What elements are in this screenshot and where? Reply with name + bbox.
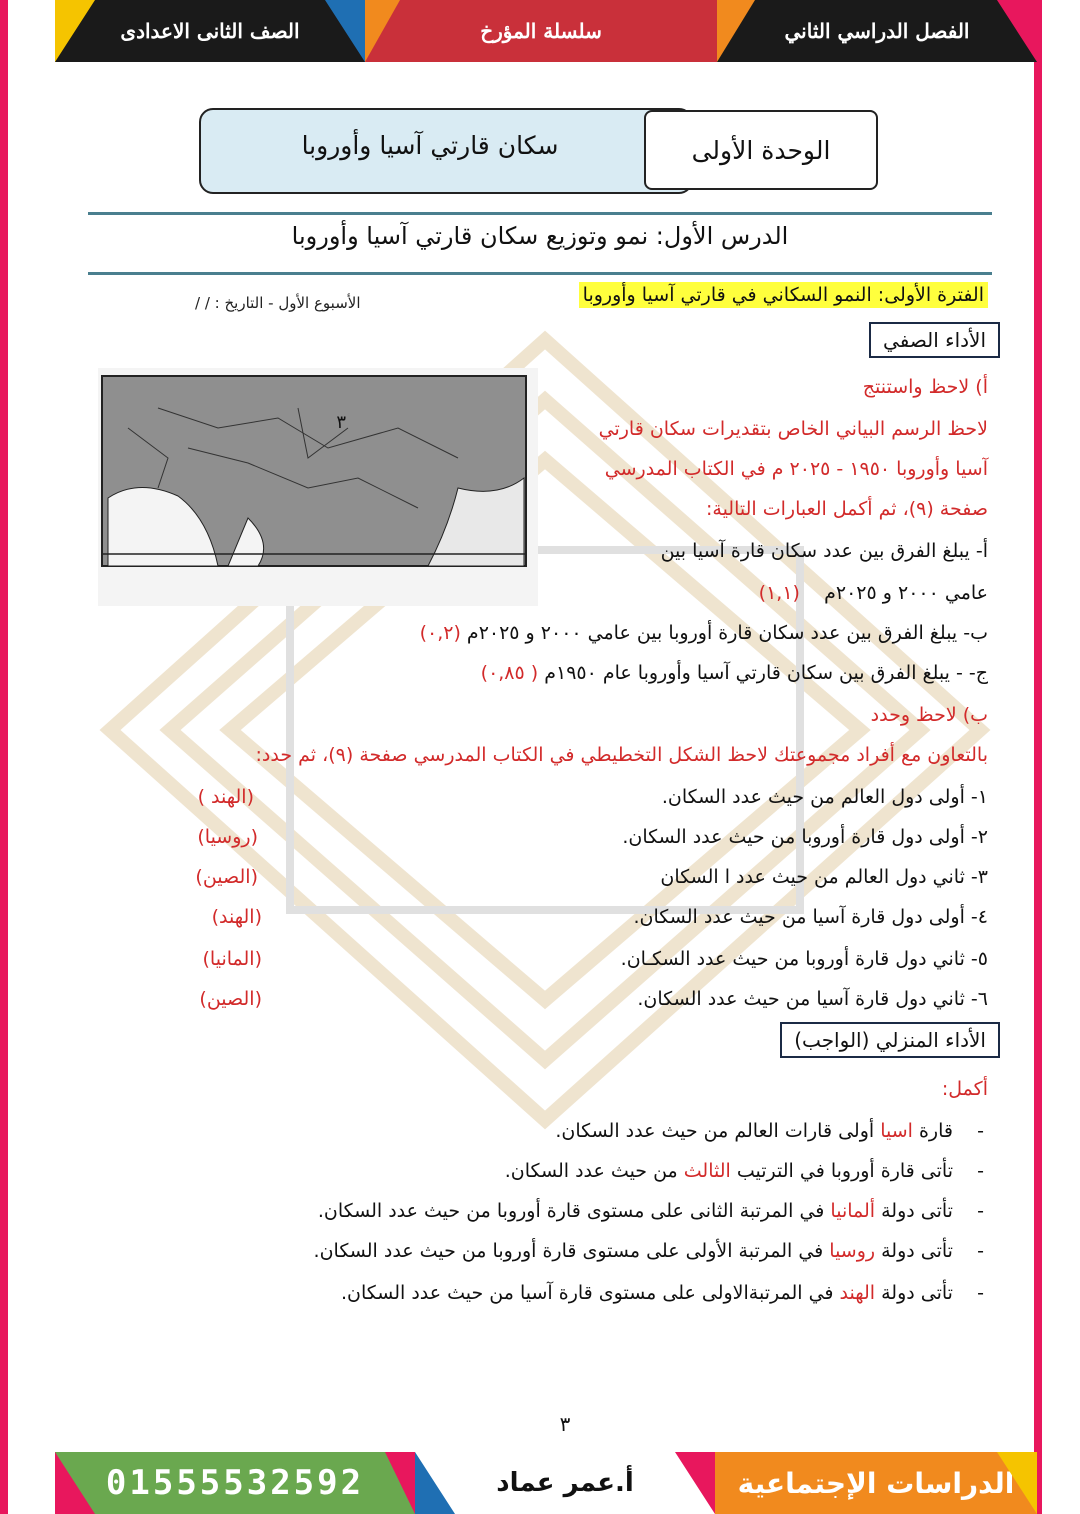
hw-answer: اسيا <box>880 1120 913 1142</box>
item-text: ج- - يبلغ الفرق بين سكان قارتي آسيا وأوروبا عام ١٩٥٠م <box>544 662 988 684</box>
section-b-instruction: بالتعاون مع أفراد مجموعتك لاحظ الشكل التخطيطي في الكتاب المدرسي صفحة (٩)، ثم حدد: <box>255 744 988 766</box>
map-image <box>98 368 538 606</box>
section-b-answer-5: (المانيا) <box>202 948 262 970</box>
section-b-answer-3: (الصين) <box>195 866 258 888</box>
item-text: أ- يبلغ الفرق بين عدد سكان قارة آسيا بين <box>660 540 988 562</box>
lesson-title: الدرس الأول: نمو وتوزيع سكان قارتي آسيا وأوروبا <box>291 222 789 250</box>
page-number: ٣ <box>559 1412 571 1436</box>
hw-text: في المرتبة الثانى على مستوى قارة أوروبا من حيث عدد السكان. <box>317 1200 831 1222</box>
section-a-instruction-2: آسيا وأوروبا ١٩٥٠ - ٢٠٢٥ م في الكتاب المدرسي <box>604 458 988 480</box>
hw-text: تأتى دولة <box>875 1282 953 1304</box>
homework-item-1: - قارة اسيا أولى قارات العالم من حيث عدد السكان. <box>555 1120 984 1142</box>
map-number-label: ٣ <box>336 412 346 433</box>
section-b-item-2: ٢- أولى دول قارة أوروبا من حيث عدد السكان. <box>622 826 988 848</box>
unit-label: الوحدة الأولى <box>644 110 878 190</box>
unit-title: سكان قارتي آسيا وأوروبا <box>301 131 559 160</box>
section-a-item-2 <box>420 622 988 644</box>
footer-subject: الدراسات الإجتماعية <box>715 1452 1037 1514</box>
item-answer: (٠,٢) <box>419 622 461 644</box>
hw-text: تأتى دولة <box>875 1240 953 1262</box>
footer-author: أ.عمر عماد <box>415 1452 715 1514</box>
section-b-item-5: ٥- ثاني دول قارة أوروبا من حيث عدد السكـان. <box>620 948 988 970</box>
hw-answer: الثالث <box>683 1160 731 1182</box>
item-answer: ( ٠,٨٥) <box>480 662 539 684</box>
section-a-instruction-1: لاحظ الرسم البياني الخاص بتقديرات سكان قارتي <box>598 418 988 440</box>
header-decor-triangles <box>55 0 1037 62</box>
section-b-item-1: ١- أولى دول العالم من حيث عدد السكان. <box>661 786 988 808</box>
header-grade: الصف الثانى الاعدادى <box>55 0 365 62</box>
section-a-item-1 <box>661 540 988 562</box>
footer-phone: 01555532592 <box>55 1452 415 1514</box>
homework-item-3: - تأتى دولة ألمانيا في المرتبة الثانى على مستوى قارة أوروبا من حيث عدد السكان. <box>317 1200 984 1222</box>
homework-label: الأداء المنزلي (الواجب) <box>780 1022 1000 1058</box>
hw-answer: ألمانيا <box>830 1200 876 1222</box>
homework-heading: أكمل: <box>941 1078 988 1100</box>
section-b-answer-6: (الصين) <box>199 988 262 1010</box>
homework-item-2: - تأتى قارة أوروبا في الترتيب الثالث من حيث عدد السكان. <box>504 1160 984 1182</box>
hw-text: أولى قارات العالم من حيث عدد السكان. <box>555 1120 881 1142</box>
page-border-right <box>1034 0 1042 1514</box>
homework-item-4: - تأتى دولة روسيا في المرتبة الأولى على مستوى قارة أوروبا من حيث عدد السكان. <box>313 1240 984 1262</box>
week-date: الأسبوع الأول - التاريخ : / / <box>195 294 361 312</box>
section-b-answer-4: (الهند) <box>211 906 262 928</box>
hw-answer: روسيا <box>829 1240 876 1262</box>
header-series: سلسلة المؤرخ <box>365 0 717 62</box>
hw-text: من حيث عدد السكان. <box>504 1160 684 1182</box>
divider-bottom <box>88 272 992 275</box>
item-text: ب- يبلغ الفرق بين عدد سكان قارة أوروبا بين عامي ٢٠٠٠ و ٢٠٢٥م <box>466 622 988 644</box>
hw-text: في المرتبةالاولى على مستوى قارة آسيا من حيث عدد السكان. <box>340 1282 840 1304</box>
section-b-item-4: ٤- أولى دول قارة آسيا من حيث عدد السكان. <box>633 906 988 928</box>
section-a-instruction-3: صفحة (٩)، ثم أكمل العبارات التالية: <box>705 498 988 520</box>
homework-item-5: - تأتى دولة الهند في المرتبةالاولى على مستوى قارة آسيا من حيث عدد السكان. <box>340 1282 984 1304</box>
hw-text: في المرتبة الأولى على مستوى قارة أوروبا من حيث عدد السكان. <box>313 1240 830 1262</box>
hw-answer: الهند <box>839 1282 876 1304</box>
header-term: الفصل الدراسي الثاني <box>717 0 1037 62</box>
section-a-heading: أ) لاحظ واستنتج <box>862 376 988 398</box>
footer-decor-triangles <box>55 1452 1037 1514</box>
item-answer: (١,١) <box>758 582 800 604</box>
period-heading: الفترة الأولى: النمو السكاني في قارتي آسيا وأوروبا <box>579 282 988 308</box>
class-performance-label: الأداء الصفي <box>869 322 1000 358</box>
section-b-item-6: ٦- ثاني دول قارة آسيا من حيث عدد السكان. <box>637 988 988 1010</box>
section-a-item-1-cont <box>759 582 988 604</box>
hw-text: تأتى قارة أوروبا في الترتيب <box>730 1160 953 1182</box>
divider-top <box>88 212 992 215</box>
section-b-answer-1: (الهند ) <box>197 786 254 808</box>
section-b-heading: ب) لاحظ وحدد <box>870 704 988 726</box>
page-border-left <box>0 0 8 1514</box>
section-a-item-3 <box>481 662 988 684</box>
hw-text: تأتى دولة <box>875 1200 953 1222</box>
section-b-answer-2: (روسيا) <box>197 826 258 848</box>
hw-text: قارة <box>912 1120 953 1142</box>
item-text: عامي ٢٠٠٠ و ٢٠٢٥م <box>824 582 988 604</box>
section-b-item-3: ٣- ثاني دول العالم من حيث عدد ا السكان <box>660 866 988 888</box>
